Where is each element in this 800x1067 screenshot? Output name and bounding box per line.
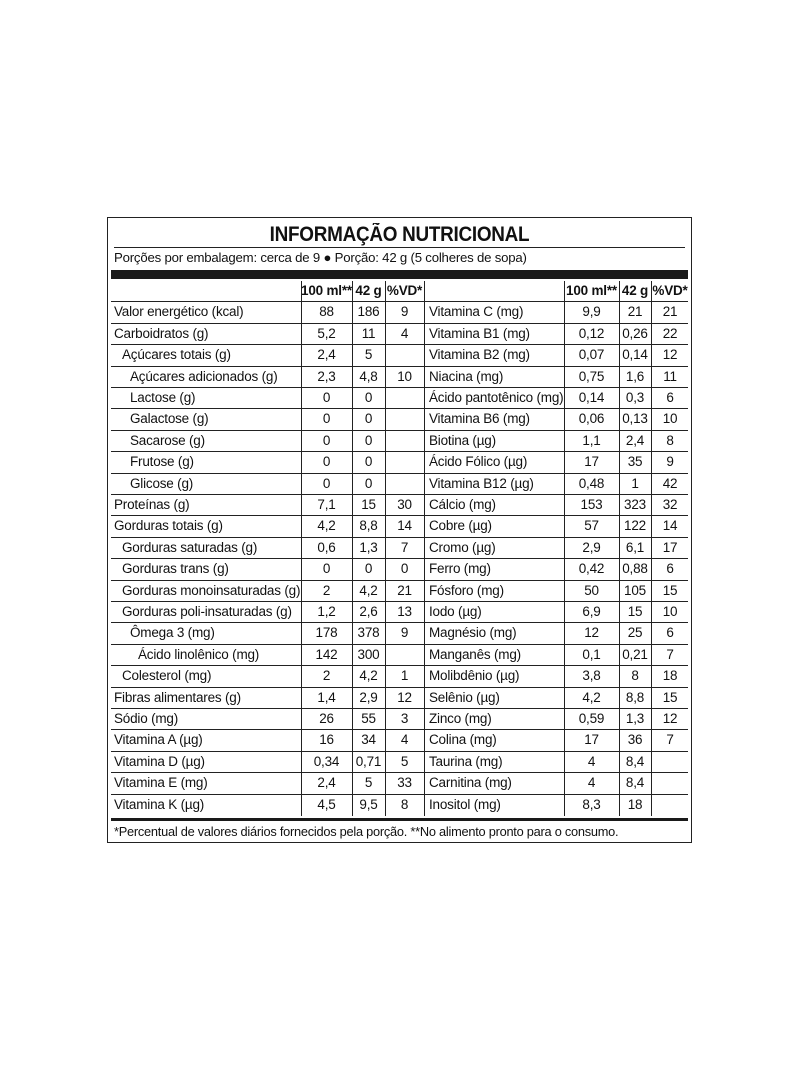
nutrient-name: Niacina (mg) [429, 368, 504, 384]
value-100ml: 12 [584, 625, 599, 641]
value-vd: 30 [397, 497, 412, 512]
value-vd: 9 [400, 304, 409, 320]
value-100ml: 0 [322, 411, 331, 427]
value-vd: 15 [662, 582, 678, 598]
nutrient-name: Açúcares adicionados (g) [130, 368, 278, 384]
value-100ml: 88 [319, 304, 334, 320]
value-100ml: 7,1 [317, 497, 336, 512]
value-vd [651, 773, 689, 793]
value-vd [651, 795, 689, 816]
value-vd: 7 [666, 732, 674, 748]
value-42g: 105 [624, 582, 646, 598]
value-100ml: 1,4 [317, 689, 336, 705]
value-100ml: 2 [322, 668, 331, 684]
value-42g: 8,4 [625, 775, 645, 791]
value-vd: 0 [400, 561, 409, 577]
portion-line: Porções por embalagem: cerca de 9 ● Porção: 42 g (5 colheres de sopa) [114, 250, 527, 265]
value-100ml: 153 [580, 497, 603, 512]
nutrient-name: Proteínas (g) [114, 497, 190, 512]
value-100ml: 2,4 [317, 775, 336, 791]
value-42g: 0,26 [622, 325, 648, 341]
table-row [111, 666, 688, 687]
table-row [111, 324, 688, 345]
grid-vertical-line [301, 281, 302, 816]
value-42g: 1,3 [359, 539, 378, 555]
value-42g: 4,2 [359, 668, 378, 684]
value-vd: 10 [662, 604, 678, 619]
nutrient-name: Selênio (µg) [429, 689, 500, 705]
value-42g: 378 [357, 625, 380, 641]
value-vd: 12 [662, 347, 678, 363]
value-100ml: 6,9 [582, 604, 601, 619]
value-vd: 13 [397, 604, 412, 619]
table-row [111, 602, 688, 623]
value-vd: 32 [662, 497, 678, 512]
value-vd [385, 345, 424, 365]
value-vd [385, 409, 424, 429]
value-vd: 6 [666, 561, 674, 577]
table-row [111, 452, 688, 473]
nutrient-name: Zinco (mg) [429, 711, 492, 726]
value-42g: 0 [364, 390, 373, 405]
value-vd: 7 [666, 646, 674, 662]
value-42g: 0,88 [622, 561, 648, 577]
header-100ml-right: 100 ml** [566, 283, 617, 298]
value-100ml: 4,5 [317, 796, 336, 812]
nutrient-name: Vitamina B1 (mg) [429, 325, 530, 341]
value-100ml: 0,59 [578, 711, 605, 726]
value-vd: 7 [400, 539, 409, 555]
grid-vertical-line [651, 281, 652, 816]
nutrient-name: Sacarose (g) [130, 432, 205, 448]
nutrient-name: Vitamina K (µg) [114, 796, 205, 812]
nutrition-facts-panel [107, 217, 692, 843]
grid-vertical-line [352, 281, 353, 816]
value-42g: 5 [364, 775, 373, 791]
nutrient-name: Ácido pantotênico (mg) [429, 390, 564, 405]
nutrient-name: Galactose (g) [130, 411, 209, 427]
value-vd: 4 [400, 732, 409, 748]
value-42g: 6,1 [625, 539, 645, 555]
value-42g: 0,14 [622, 347, 648, 363]
value-vd: 6 [666, 390, 674, 405]
value-42g: 1 [631, 475, 639, 491]
nutrient-name: Manganês (mg) [429, 646, 521, 662]
value-vd [651, 752, 689, 772]
nutrient-name: Vitamina D (µg) [114, 753, 205, 769]
value-42g: 0 [364, 561, 373, 577]
value-100ml: 17 [584, 732, 599, 748]
nutrient-name: Ácido linolênico (mg) [138, 646, 260, 662]
value-100ml: 0,14 [578, 390, 605, 405]
table-row [111, 730, 688, 751]
value-vd: 11 [663, 368, 677, 384]
value-100ml: 0 [322, 561, 331, 577]
value-vd: 9 [666, 454, 674, 470]
value-100ml: 3,8 [582, 668, 601, 684]
nutrient-name: Carnitina (mg) [429, 775, 512, 791]
value-42g: 122 [624, 518, 646, 534]
value-100ml: 0,12 [578, 325, 605, 341]
value-100ml: 0,6 [317, 539, 336, 555]
value-100ml: 0 [322, 432, 331, 448]
nutrient-name: Vitamina B2 (mg) [429, 347, 530, 363]
value-42g: 186 [357, 304, 380, 320]
value-100ml: 26 [319, 711, 334, 726]
nutrient-name: Gorduras poli-insaturadas (g) [122, 604, 292, 619]
value-vd [385, 388, 424, 408]
table-row [111, 688, 688, 709]
value-100ml: 1,1 [582, 432, 601, 448]
value-vd [385, 645, 424, 665]
value-42g: 4,2 [359, 582, 378, 598]
table-header-row [111, 281, 688, 302]
table-row [111, 752, 688, 773]
nutrient-name: Fibras alimentares (g) [114, 689, 241, 705]
header-42g-right: 42 g [621, 283, 649, 298]
value-100ml: 0 [322, 390, 331, 405]
value-100ml: 50 [584, 582, 599, 598]
value-vd [385, 431, 424, 451]
table-row [111, 431, 688, 452]
value-100ml: 4 [587, 775, 596, 791]
nutrient-name: Biotina (µg) [429, 432, 496, 448]
value-vd: 14 [397, 518, 412, 534]
nutrient-name: Taurina (mg) [429, 753, 503, 769]
nutrient-name: Ferro (mg) [429, 561, 491, 577]
value-vd: 5 [400, 753, 409, 769]
value-42g: 2,9 [359, 689, 378, 705]
value-42g: 0 [364, 475, 373, 491]
nutrient-name: Cobre (µg) [429, 518, 492, 534]
value-vd: 12 [662, 711, 678, 726]
nutrient-name: Colesterol (mg) [122, 668, 212, 684]
value-vd: 3 [400, 711, 409, 726]
value-vd: 21 [397, 582, 412, 598]
value-100ml: 57 [584, 518, 599, 534]
value-100ml: 2 [322, 582, 331, 598]
nutrient-name: Lactose (g) [130, 390, 196, 405]
value-42g: 15 [627, 604, 643, 619]
value-42g: 55 [361, 711, 376, 726]
value-vd: 15 [662, 689, 678, 705]
value-vd: 8 [400, 796, 409, 812]
grid-vertical-line [564, 281, 565, 816]
value-vd: 21 [662, 304, 678, 320]
value-vd: 17 [662, 539, 678, 555]
table-row [111, 474, 688, 495]
value-100ml: 16 [319, 732, 334, 748]
nutrient-name: Ômega 3 (mg) [130, 625, 215, 641]
value-42g: 0,3 [625, 390, 645, 405]
value-42g: 8,8 [359, 518, 378, 534]
value-vd: 10 [662, 411, 678, 427]
value-vd: 8 [666, 432, 674, 448]
value-100ml: 2,3 [317, 368, 336, 384]
thick-divider [111, 270, 688, 279]
value-100ml: 0,07 [578, 347, 605, 363]
value-vd: 14 [662, 518, 678, 534]
panel-title: INFORMAÇÃO NUTRICIONAL [269, 223, 530, 246]
value-vd: 6 [666, 625, 674, 641]
header-vd-right: %VD* [652, 283, 688, 298]
value-100ml: 0 [322, 475, 331, 491]
value-vd: 33 [397, 775, 412, 791]
table-row [111, 345, 688, 366]
value-vd: 4 [400, 325, 409, 341]
value-42g: 1,3 [625, 711, 645, 726]
header-vd-left: %VD* [386, 283, 423, 298]
value-100ml: 4 [587, 753, 596, 769]
nutrient-name: Gorduras monoinsaturadas (g) [122, 582, 301, 598]
value-42g: 9,5 [359, 796, 378, 812]
nutrient-name: Molibdênio (µg) [429, 668, 520, 684]
table-row [111, 709, 688, 730]
value-100ml: 0,75 [578, 368, 605, 384]
footnote: *Percentual de valores diários fornecidos pela porção. **No alimento pronto para o consumo. [114, 824, 619, 839]
nutrient-name: Colina (mg) [429, 732, 497, 748]
table-row [111, 302, 688, 323]
value-100ml: 8,3 [582, 796, 601, 812]
table-row [111, 559, 688, 580]
value-42g: 0,13 [622, 411, 648, 427]
nutrient-name: Inositol (mg) [429, 796, 501, 812]
table-row [111, 495, 688, 516]
nutrient-name: Açúcares totais (g) [122, 347, 231, 363]
value-42g: 18 [627, 796, 643, 812]
grid-vertical-line [424, 281, 425, 816]
value-100ml: 4,2 [317, 518, 336, 534]
value-100ml: 2,4 [317, 347, 336, 363]
value-100ml: 178 [315, 625, 338, 641]
value-42g: 36 [627, 732, 643, 748]
value-42g: 323 [624, 497, 646, 512]
value-42g: 0 [364, 432, 373, 448]
value-42g: 300 [357, 646, 380, 662]
value-100ml: 0,48 [578, 475, 605, 491]
value-42g: 34 [361, 732, 376, 748]
value-42g: 4,8 [359, 368, 378, 384]
value-42g: 15 [361, 497, 376, 512]
table-row [111, 581, 688, 602]
title-divider [114, 247, 685, 248]
value-42g: 5 [364, 347, 373, 363]
value-100ml: 0,34 [313, 753, 340, 769]
nutrient-name: Vitamina C (mg) [429, 304, 524, 320]
table-row [111, 795, 688, 816]
nutrient-name: Glicose (g) [130, 475, 194, 491]
value-42g: 0,21 [622, 646, 648, 662]
nutrient-name: Sódio (mg) [114, 711, 179, 726]
nutrient-name: Carboidratos (g) [114, 325, 209, 341]
nutrient-name: Vitamina B6 (mg) [429, 411, 530, 427]
value-vd: 9 [400, 625, 409, 641]
value-42g: 35 [627, 454, 643, 470]
table-row [111, 388, 688, 409]
value-100ml: 0,1 [582, 646, 601, 662]
nutrient-name: Gorduras trans (g) [122, 561, 229, 577]
header-100ml-left: 100 ml** [301, 283, 352, 298]
nutrient-name: Vitamina B12 (µg) [429, 475, 534, 491]
nutrient-name: Cálcio (mg) [429, 497, 496, 512]
value-100ml: 9,9 [582, 304, 601, 320]
value-100ml: 5,2 [317, 325, 336, 341]
value-vd: 1 [400, 668, 409, 684]
value-42g: 2,6 [359, 604, 378, 619]
nutrient-name: Magnésio (mg) [429, 625, 517, 641]
value-100ml: 2,9 [582, 539, 601, 555]
value-42g: 21 [627, 304, 643, 320]
nutrient-name: Iodo (µg) [429, 604, 482, 619]
value-vd: 42 [662, 475, 678, 491]
value-42g: 8,4 [625, 753, 645, 769]
value-vd: 22 [662, 325, 678, 341]
value-42g: 0 [364, 454, 373, 470]
value-42g: 0,71 [355, 753, 382, 769]
value-42g: 1,6 [625, 368, 645, 384]
header-42g-left: 42 g [355, 283, 382, 298]
value-100ml: 0,06 [578, 411, 605, 427]
value-100ml: 0,42 [578, 561, 605, 577]
value-vd: 18 [662, 668, 678, 684]
value-42g: 11 [361, 325, 376, 341]
value-100ml: 1,2 [317, 604, 336, 619]
value-100ml: 17 [584, 454, 599, 470]
value-vd: 10 [397, 368, 412, 384]
nutrient-name: Ácido Fólico (µg) [429, 454, 528, 470]
nutrient-name: Cromo (µg) [429, 539, 496, 555]
value-42g: 25 [627, 625, 643, 641]
value-100ml: 142 [315, 646, 338, 662]
grid-vertical-line [385, 281, 386, 816]
value-42g: 8 [631, 668, 639, 684]
table-row [111, 645, 688, 666]
value-100ml: 4,2 [582, 689, 601, 705]
value-100ml: 0 [322, 454, 331, 470]
table-row [111, 538, 688, 559]
table-row [111, 773, 688, 794]
value-vd: 12 [397, 689, 412, 705]
value-42g: 0 [364, 411, 373, 427]
nutrient-name: Vitamina A (µg) [114, 732, 203, 748]
table-row [111, 409, 688, 430]
value-42g: 2,4 [625, 432, 645, 448]
footer-divider [111, 818, 688, 821]
nutrient-name: Valor energético (kcal) [114, 304, 244, 320]
nutrient-name: Gorduras saturadas (g) [122, 539, 258, 555]
grid-vertical-line [619, 281, 620, 816]
table-row [111, 623, 688, 644]
nutrient-name: Gorduras totais (g) [114, 518, 223, 534]
value-vd [385, 474, 424, 494]
value-42g: 8,8 [625, 689, 645, 705]
nutrient-name: Frutose (g) [130, 454, 194, 470]
table-row [111, 516, 688, 537]
nutrient-name: Fósforo (mg) [429, 582, 504, 598]
value-vd [385, 452, 424, 472]
nutrient-name: Vitamina E (mg) [114, 775, 208, 791]
table-row [111, 367, 688, 388]
